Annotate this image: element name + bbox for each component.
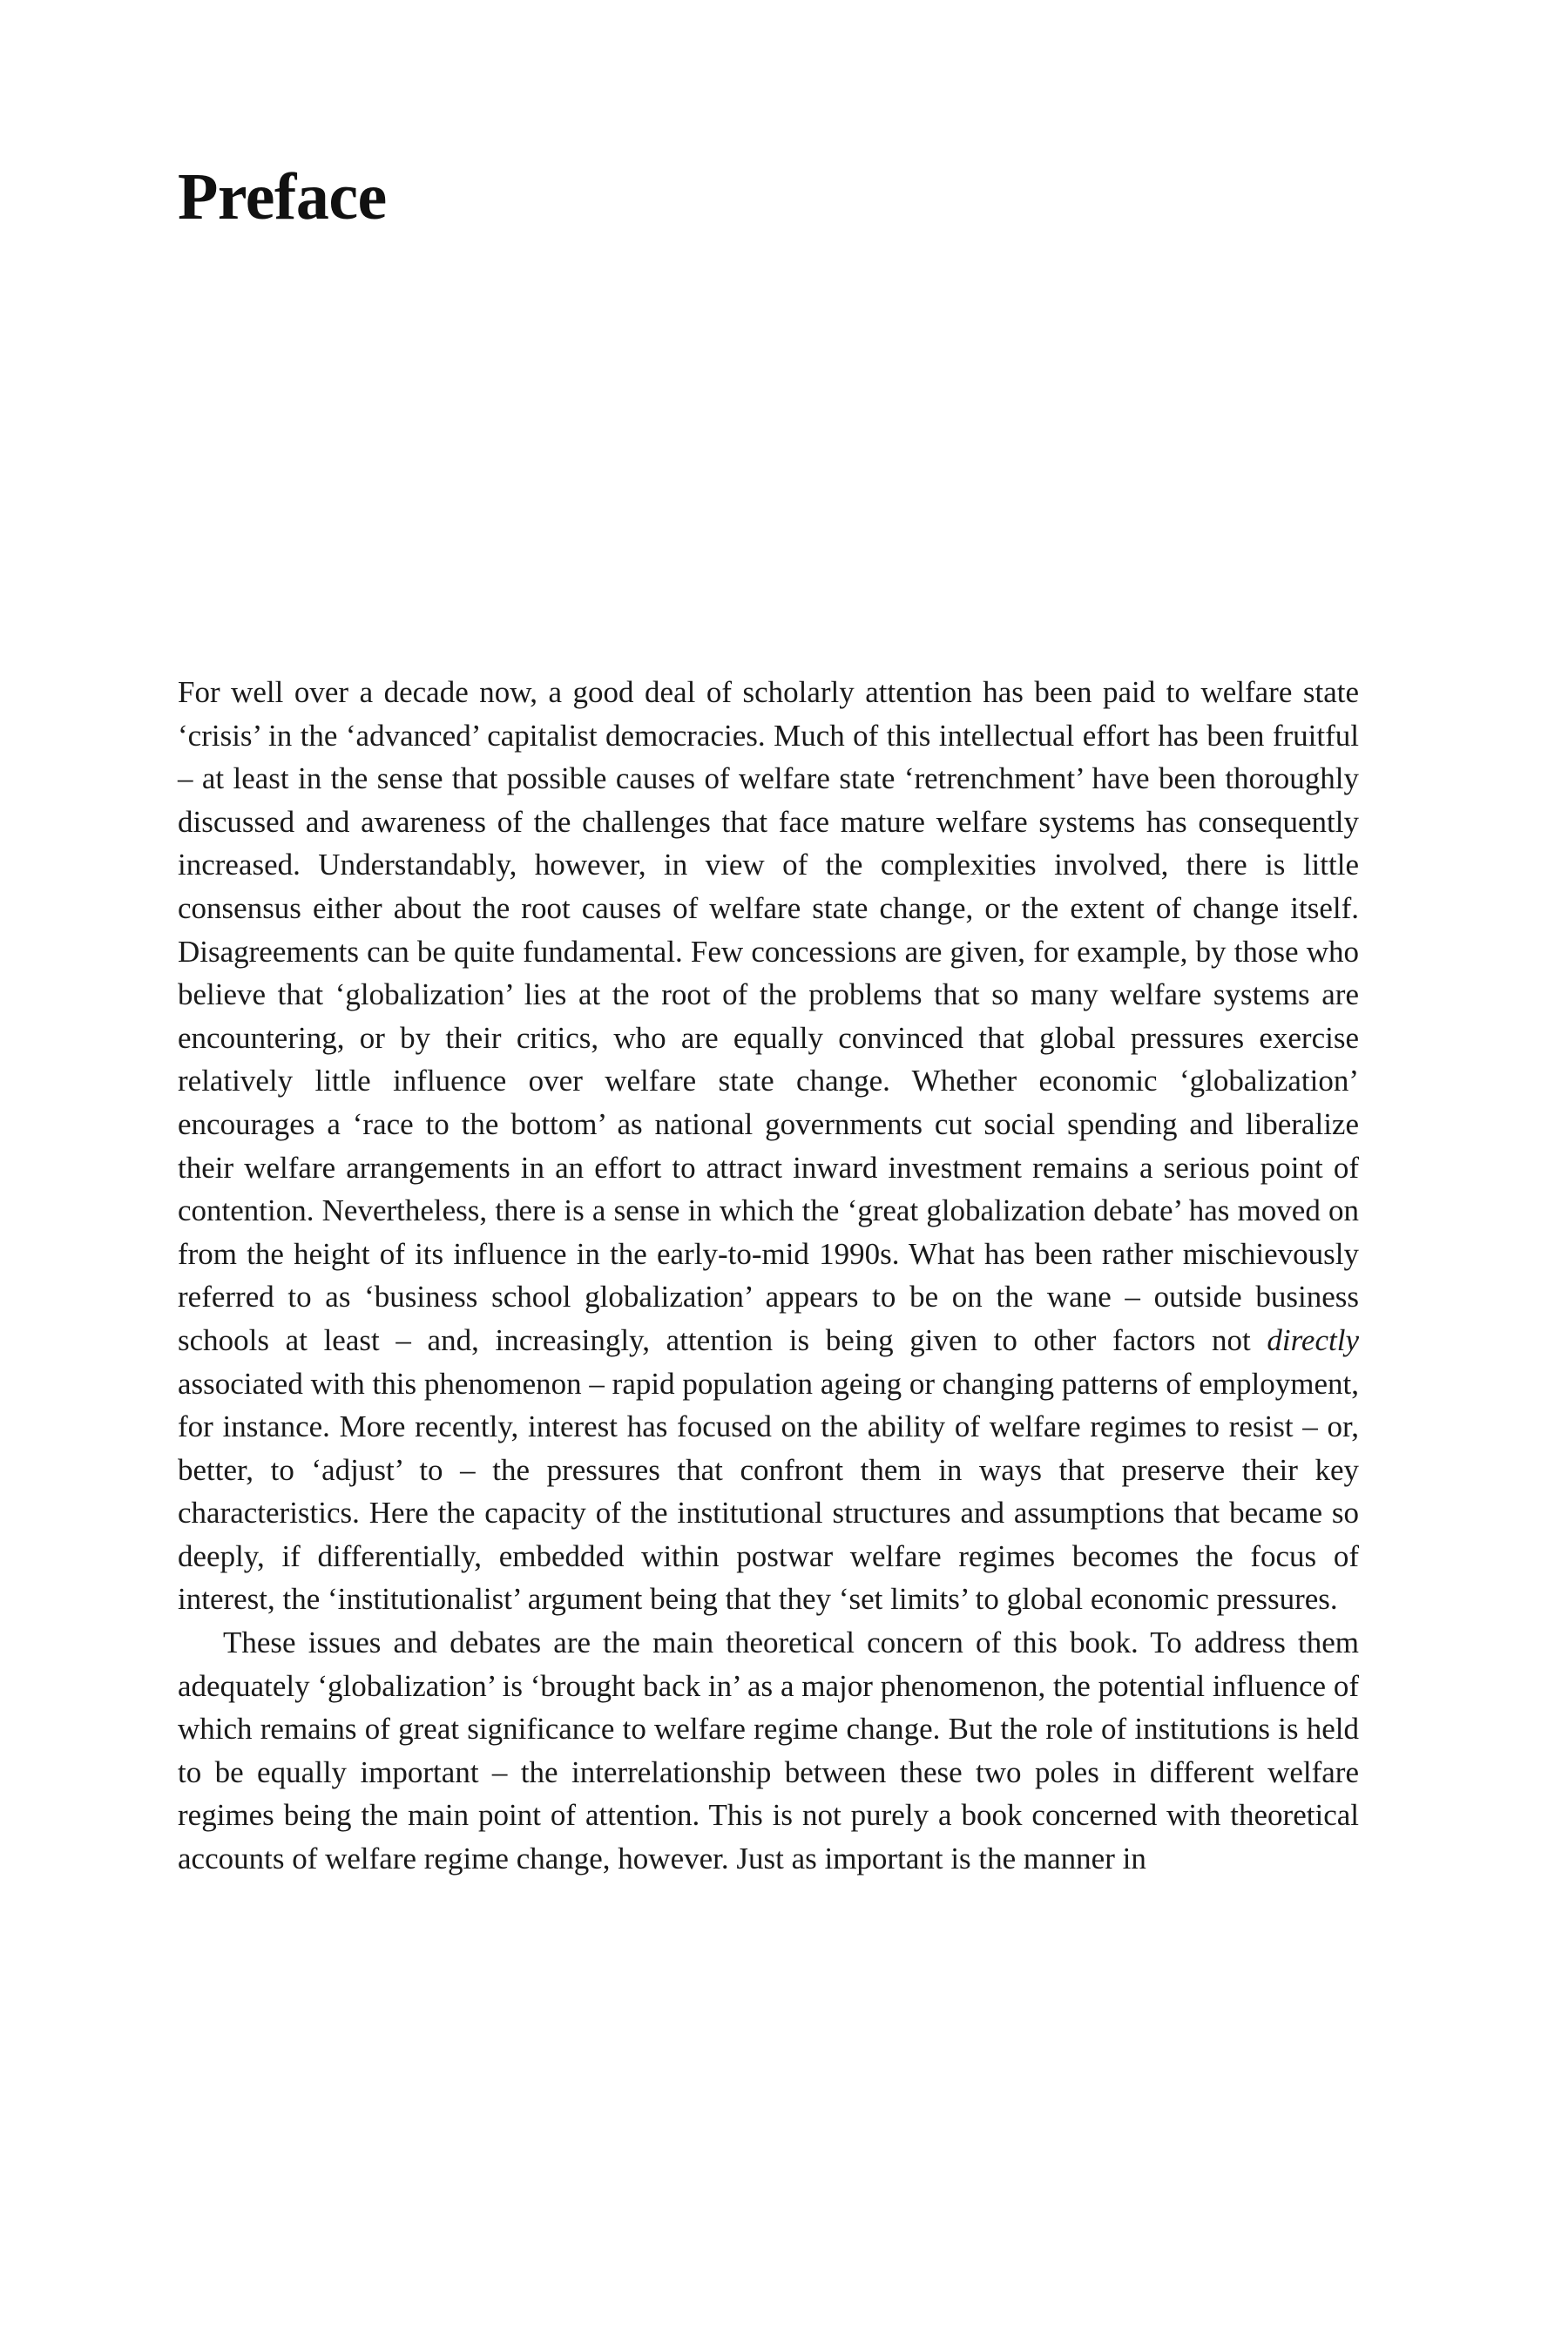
- body-text: [178, 671, 1359, 1881]
- paragraph-1-text-a: For well over a decade now, a good deal of scholarly attention has been paid to welfare state ‘crisis’ in the ‘advanced’ capitalist democracies. Much of this intellectual effort has been fruitful – at least in the sense that possible causes of welfare state ‘retrenchment’ have been thoroughly discussed and awareness of the challenges that face mature welfare systems has consequently increased. Understandably, however, in view of the complexities involved, there is little consensus either about the root causes of welfare state change, or the extent of change itself. Disagreements can be quite fundamental. Few concessions are given, for example, by those who believe that ‘globalization’ lies at the root of the problems that so many welfare systems are encountering, or by their critics, who are equally convinced that global pressures exercise relatively little influence over welfare state change. Whether economic ‘globalization’ encourages a ‘race to the bottom’ as national governments cut social spending and liberalize their welfare arrangements in an effort to attract inward investment remains a serious point of contention. Nevertheless, there is a sense in which the ‘great globalization debate’ has moved on from the height of its influence in the early-to-mid 1990s. What has been rather mischievously referred to as ‘business school globalization’ appears to be on the wane – outside business schools at least – and, increasingly, attention is being given to other factors not: [178, 675, 1359, 1357]
- paragraph-1-text-b: associated with this phenomenon – rapid population ageing or changing patterns of employment, for instance. More recently, interest has focused on the ability of welfare regimes to resist – or, better, to ‘adjust’ to – the pressures that confront them in ways that preserve their key characteristics. Here the capacity of the institutional structures and assumptions that became so deeply, if differentially, embedded within postwar welfare regimes becomes the focus of interest, the ‘institutionalist’ argument being that they ‘set limits’ to global economic pressures.: [178, 1366, 1359, 1617]
- page-title: Preface: [178, 160, 387, 233]
- paragraph-2-text: These issues and debates are the main theoretical concern of this book. To address them adequately ‘globalization’ is ‘brought back in’ as a major phenomenon, the potential influence of which remains of great significance to welfare regime change. But the role of institutions is held to be equally important – the interrelationship between these two poles in different welfare regimes being the main point of attention. This is not purely a book concerned with theoretical accounts of welfare regime change, however. Just as important is the manner in: [178, 1625, 1359, 1876]
- paragraph-1-emphasis: directly: [1267, 1322, 1359, 1357]
- paragraph-2: [178, 1621, 1359, 1881]
- paragraph-1: [178, 671, 1359, 1621]
